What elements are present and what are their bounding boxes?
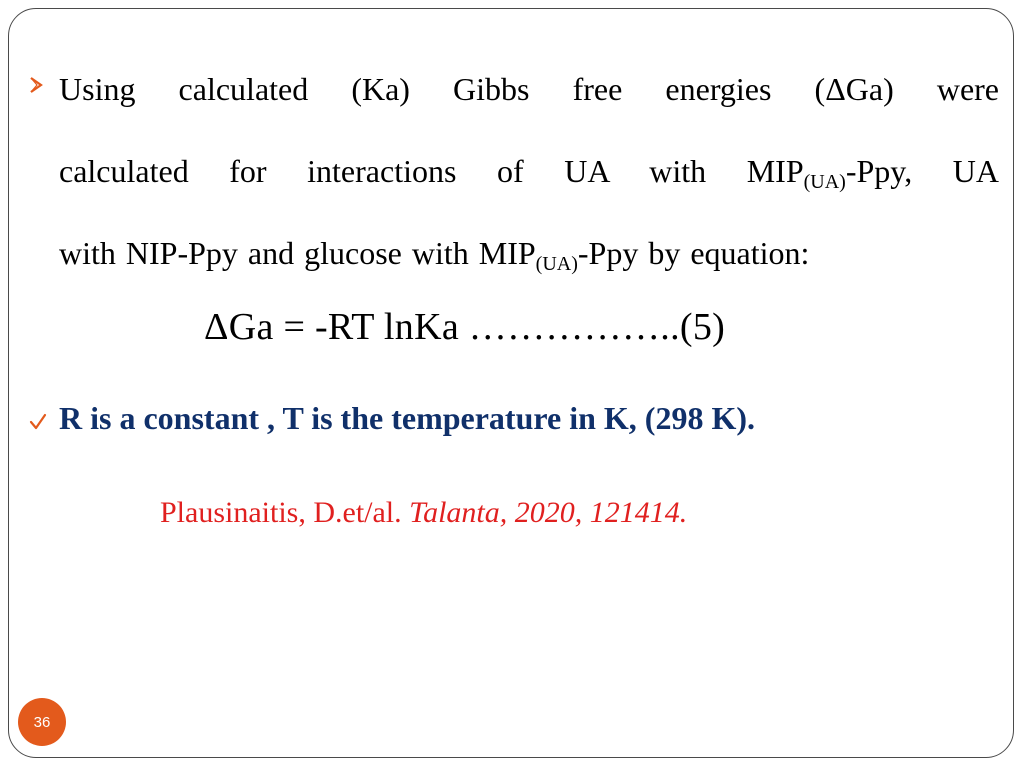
bullet-line-3-post: -Ppy by equation: — [577, 235, 810, 271]
gibbs-equation: ΔGa = -RT lnKa ……………..(5) — [204, 306, 726, 348]
bullet-paragraph — [24, 48, 999, 294]
citation-journal: Talanta, 2020, 121414. — [409, 496, 688, 529]
bullet-line-1-text: Using calculated (Ka) Gibbs free energies (ΔGa) were — [59, 71, 999, 107]
bullet-line-1 — [59, 48, 999, 130]
arrow-bullet-icon — [28, 75, 44, 95]
bullet-line-2-post: -Ppy, UA — [845, 153, 1000, 189]
check-item-text: R is a constant , T is the temperature in K, (298 K). — [59, 400, 755, 436]
bullet-line-3-pre: with NIP-Ppy and glucose with MIP — [59, 235, 536, 271]
page-number-badge: 36 — [18, 698, 66, 746]
bullet-line-3-subscript: (UA) — [535, 253, 578, 275]
check-item — [24, 400, 999, 437]
citation — [160, 496, 687, 530]
bullet-line-2-pre: calculated for interactions of UA with MIP — [59, 153, 804, 189]
bullet-line-3 — [59, 212, 999, 294]
bullet-body — [59, 48, 999, 294]
citation-authors: Plausinaitis, D.et/al. — [160, 496, 410, 529]
bullet-line-2-subscript: (UA) — [803, 171, 846, 193]
checkmark-icon — [28, 412, 48, 432]
bullet-line-2 — [59, 130, 999, 212]
